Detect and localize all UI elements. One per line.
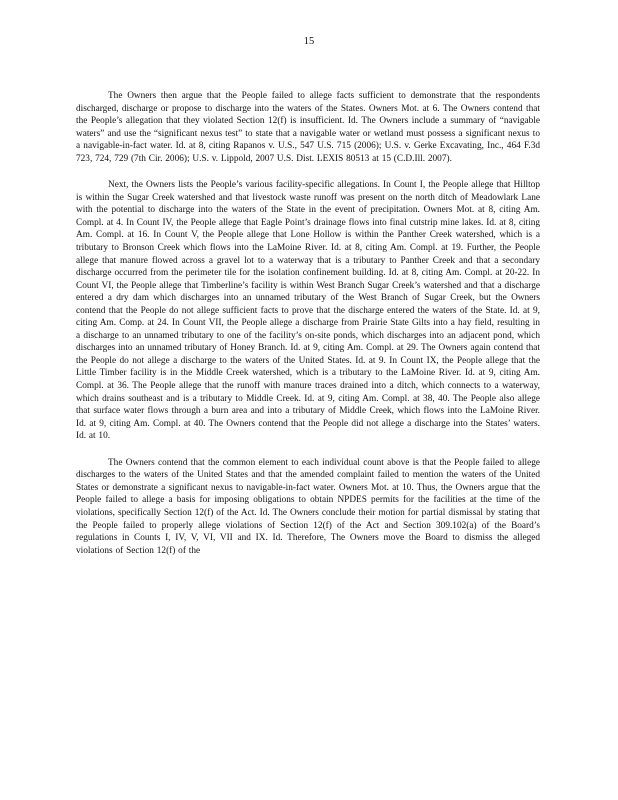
document-body [76, 90, 540, 571]
paragraph-owners-argue: The Owners then argue that the People failed to allege facts sufficient to demonstrate that the respondents discharged, discharge or propose to discharge into the waters of the States. Owners Mot. at 6. The Owners contend that the People’s allegation that they violated Section 12(f) is insufficient. Id. The Owners include a summary of “navigable waters” and use the “significant nexus test” to state that a navigable water or wetland must possess a significant nexus to a navigable-in-fact water. Id. at 8, citing Rapanos v. U.S., 547 U.S. 715 (2006); U.S. v. Gerke Excavating, Inc., 464 F.3d 723, 724, 729 (7th Cir. 2006); U.S. v. Lippold, 2007 U.S. Dist. LEXIS 80513 at 15 (C.D.Ill. 2007). [76, 91, 540, 164]
paragraph-common-element: The Owners contend that the common element to each individual count above is that the People failed to allege discharges to the waters of the United States and that the amended complaint failed to mention the waters of the United States or demonstrate a significant nexus to navigable-in-fact water. Owners Mot. at 10. Thus, the Owners argue that the People failed to allege a basis for imposing obligations to obtain NPDES permits for the facilities at the time of the violations, specifically Section 12(f) of the Act. Id. The Owners conclude their motion for partial dismissal by stating that the People failed to properly allege violations of Section 12(f) of the Act and Section 309.102(a) of the Board’s regulations in Counts I, IV, V, VI, VII and IX. Id. Therefore, The Owners move the Board to dismiss the alleged violations of Section 12(f) of the [76, 457, 540, 556]
paragraph-facility-allegations: Next, the Owners lists the People’s various facility-specific allegations. In Count I, the People allege that Hilltop is within the Sugar Creek watershed and that livestock waste runoff was present on the north ditch of Meadowlark Lane with the potential to discharge into the waters of the State in the event of precipitation. Owners Mot. at 8, citing Am. Compl. at 4. In Count IV, the People allege that Eagle Point’s drainage flows into final cutstrip mine lakes. Id. at 8, citing Am. Compl. at 16. In Count V, the People allege that Lone Hollow is within the Panther Creek watershed, which is a tributary to Bronson Creek which flows into the LaMoine River. Id. at 8, citing Am. Compl. at 19. Further, the People allege that manure flowed across a gravel lot to a waterway that is a tributary to Panther Creek and that a secondary discharge occurred from the perimeter tile for the isolation confinement building. Id. at 8, citing Am. Compl. at 20-22. In Count VI, the People allege that Timberline’s facility is within West Branch Sugar Creek’s watershed and that a discharge entered a dry dam which discharges into an unnamed tributary of the West Branch of Sugar Creek, but the Owners contend that the People do not allege sufficient facts to prove that the discharge entered the waters of the State. Id. at 9, citing Am. Comp. at 24. In Count VII, the People allege a discharge from Prairie State Gilts into a hay field, resulting in a discharge to an unnamed tributary to one of the facility’s on-site ponds, which discharges into an adjacent pond, which discharges into an unnamed tributary of Honey Branch. Id. at 9, citing Am. Compl. at 29. The Owners again contend that the People do not allege a discharge to the waters of the United States. Id. at 9. In Count IX, the People allege that the Little Timber facility is in the Middle Creek watershed, which is a tributary to the LaMoine River. Id. at 9, citing Am. Compl. at 36. The People allege that the runoff with manure traces drained into a ditch, which connects to a waterway, which drains southeast and is a tributary to Middle Creek. Id. at 9, citing Am. Compl. at 38, 40. The People also allege that surface water flows through a burn area and into a tributary of Middle Creek, which flows into the LaMoine River. Id. at 9, citing Am. Compl. at 40. The Owners contend that the People did not allege a discharge into the States’ waters. Id. at 10. [76, 180, 540, 442]
page-number: 15 [303, 36, 315, 47]
